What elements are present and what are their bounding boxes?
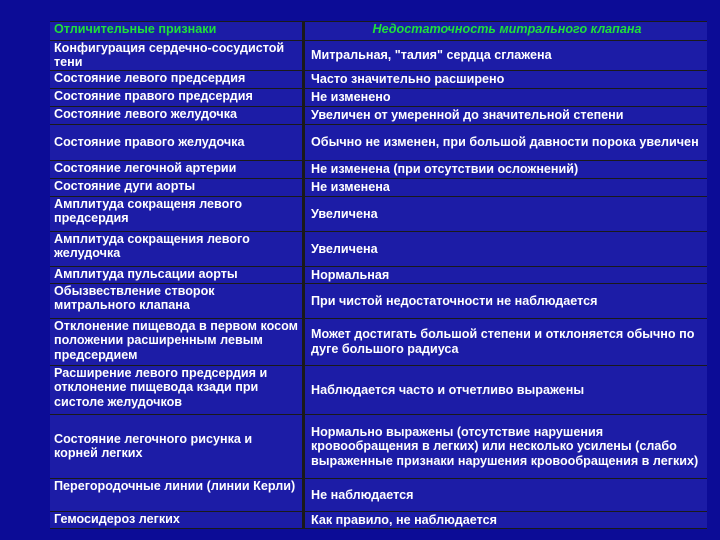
table-row [50, 231, 707, 266]
value-cell: Нормально выражены (отсутствие нарушения кровообращения в легких) или несколько усилены (слабо выраженные признаки нарушения кровообращения в легких) [304, 414, 708, 478]
column-header-mitral-insufficiency: Недостаточность митрального клапана [304, 22, 708, 41]
table-row [50, 41, 707, 71]
feature-cell: Состояние правого предсердия [50, 88, 304, 106]
value-cell: Увеличена [304, 196, 708, 231]
comparison-table [50, 21, 707, 529]
value-cell: Не изменена [304, 178, 708, 196]
table-row [50, 88, 707, 106]
value-cell: Обычно не изменен, при большой давности порока увеличен [304, 124, 708, 160]
value-cell: Увеличена [304, 231, 708, 266]
table-row [50, 478, 707, 511]
feature-cell: Состояние левого предсердия [50, 70, 304, 88]
table-row [50, 70, 707, 88]
value-cell: Не изменено [304, 88, 708, 106]
feature-cell: Состояние дуги аорты [50, 178, 304, 196]
table-row [50, 160, 707, 178]
table-row [50, 178, 707, 196]
value-cell: Как правило, не наблюдается [304, 511, 708, 528]
table-row [50, 318, 707, 365]
table-row [50, 283, 707, 318]
feature-cell: Состояние легочной артерии [50, 160, 304, 178]
feature-cell: Отклонение пищевода в первом косом положении расширенным левым предсердием [50, 318, 304, 365]
feature-cell: Состояние левого желудочка [50, 106, 304, 124]
table-row [50, 124, 707, 160]
table-row [50, 414, 707, 478]
value-cell: Не изменена (при отсутствии осложнений) [304, 160, 708, 178]
value-cell: При чистой недостаточности не наблюдается [304, 283, 708, 318]
table-row [50, 266, 707, 283]
feature-cell: Конфигурация сердечно-сосудистой тени [50, 41, 304, 71]
feature-cell: Состояние легочного рисунка и корней легких [50, 414, 304, 478]
feature-cell: Перегородочные линии (линии Керли) [50, 478, 304, 511]
feature-cell: Обызвествление створок митрального клапана [50, 283, 304, 318]
column-header-features: Отличительные признаки [50, 22, 304, 41]
value-cell: Может достигать большой степени и отклоняется обычно по дуге большого радиуса [304, 318, 708, 365]
value-cell: Не наблюдается [304, 478, 708, 511]
table-header-row [50, 22, 707, 41]
value-cell: Часто значительно расширено [304, 70, 708, 88]
value-cell: Нормальная [304, 266, 708, 283]
table-row [50, 106, 707, 124]
table-row [50, 511, 707, 528]
table-row [50, 196, 707, 231]
feature-cell: Амплитуда пульсации аорты [50, 266, 304, 283]
feature-cell: Гемосидероз легких [50, 511, 304, 528]
feature-cell: Расширение левого предсердия и отклонение пищевода кзади при систоле желудочков [50, 365, 304, 414]
feature-cell: Состояние правого желудочка [50, 124, 304, 160]
table-row [50, 365, 707, 414]
value-cell: Митральная, "талия" сердца сглажена [304, 41, 708, 71]
feature-cell: Амплитуда сокращения левого желудочка [50, 231, 304, 266]
value-cell: Наблюдается часто и отчетливо выражены [304, 365, 708, 414]
value-cell: Увеличен от умеренной до значительной степени [304, 106, 708, 124]
feature-cell: Амплитуда сокращеня левого предсердия [50, 196, 304, 231]
